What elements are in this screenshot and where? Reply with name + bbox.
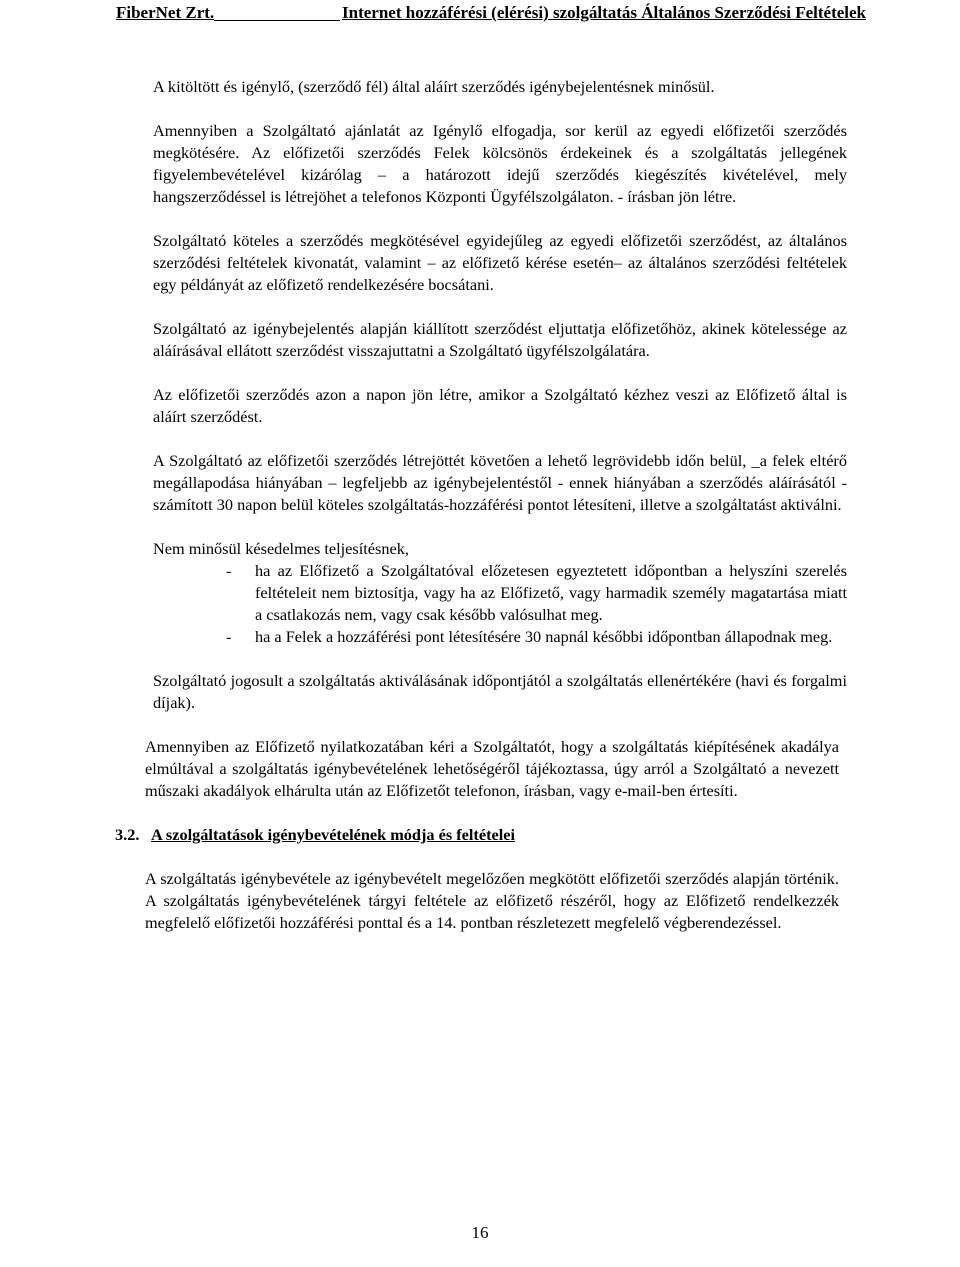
paragraph-usage-conditions: A szolgáltatás igénybevétele az igénybevételt megelőzően megkötött előfizetői szerződés alapján történik. A szolgáltatás igénybevételének tárgyi feltétele az előfizető részéről, hogy az Előfizető rendelkezzék megfelelő előfizetői hozzáférési ponttal és a 14. pontban részletezett megfelelő végberendezéssel. [145, 869, 839, 932]
exceptions-list [153, 560, 847, 648]
section-number: 3.2. [115, 825, 140, 844]
page-number: 16 [471, 1223, 489, 1242]
document-body [115, 76, 847, 934]
paragraph-claim: A kitöltött és igénylő, (szerződő fél) által aláírt szerződés igénybejelentésnek minősül. [153, 77, 715, 96]
paragraph-notification: Amennyiben az Előfizető nyilatkozatában kéri a Szolgáltatót, hogy a szolgáltatás kiépítésének akadálya elmúltával a szolgáltatás igénybevételének lehetőségéről tájékoztassa, úgy arról a Szolgáltató a nevezett műszaki akadályok elhárulta után az Előfizetőt telefonon, írásban, vagy e-mail-ben értesíti. [145, 737, 839, 800]
paragraph-activation-deadline: A Szolgáltató az előfizetői szerződés létrejöttét követően a lehető legrövidebb időn belül, _a felek eltérő megállapodása hiányában – legfeljebb az igénybejelentéstől - ennek hiányában a szerződés aláírásától - számított 30 napon belül köteles szolgáltatás-hozzáférési pontot létesíteni, illetve a szolgáltatást aktiválni. [153, 451, 847, 514]
paragraph-provider-obligation: Szolgáltató köteles a szerződés megkötésével egyidejűleg az egyedi előfizetői szerződést, az általános szerződési feltételek kivonatát, valamint – az előfizető kérése esetén– az általános szerződési feltételek egy példányát az előfizető rendelkezésére bocsátani. [153, 231, 847, 294]
header-document-title: Internet hozzáférési (elérési) szolgáltatás Általános Szerződési Feltételek [342, 3, 866, 22]
paragraph-contract-date: Az előfizetői szerződés azon a napon jön létre, amikor a Szolgáltató kézhez veszi az Előfizető által is aláírt szerződést. [153, 385, 847, 426]
paragraph-not-delay: Nem minősül késedelmes teljesítésnek, [153, 539, 409, 558]
paragraph-fees: Szolgáltató jogosult a szolgáltatás aktiválásának időpontjától a szolgáltatás ellenértékére (havi és forgalmi díjak). [153, 671, 847, 712]
list-item-text: ha a Felek a hozzáférési pont létesítésére 30 napnál későbbi időpontban állapodnak meg. [255, 627, 833, 646]
section-title: A szolgáltatások igénybevételének módja és feltételei [151, 825, 515, 844]
list-item [153, 626, 847, 648]
list-item-text: ha az Előfizető a Szolgáltatóval előzetesen egyeztetett időpontban a helyszíni szerelés feltételeit nem biztosítja, vagy ha az Előfizető, vagy harmadik személy magatartása miatt a csatlakozás nem, vagy csak később valósulhat meg. [255, 561, 847, 624]
paragraph-contract-formation: Amennyiben a Szolgáltató ajánlatát az Igénylő elfogadja, sor kerül az egyedi előfizetői szerződés megkötésére. Az előfizetői szerződés Felek kölcsönös érdekeinek és a szolgáltatás jellegének figyelembevételével kizárólag – a határozott idejű szerződés kiegészítés kivételével, mely hangszerződéssel is létrejöhet a telefonos Központi Ügyfélszolgálaton. - írásban jön létre. [153, 121, 847, 206]
list-marker: - [226, 561, 232, 580]
list-item [153, 560, 847, 626]
header-company: FiberNet Zrt. [116, 3, 215, 22]
list-marker: - [226, 627, 232, 646]
paragraph-contract-delivery: Szolgáltató az igénybejelentés alapján kiállított szerződést eljuttatja előfizetőhöz, akinek kötelessége az aláírásával ellátott szerződést visszajuttatni a Szolgáltató ügyfélszolgálatára. [153, 319, 847, 360]
page-header [116, 3, 866, 25]
header-underline-gap [214, 20, 340, 21]
section-heading [115, 824, 847, 846]
